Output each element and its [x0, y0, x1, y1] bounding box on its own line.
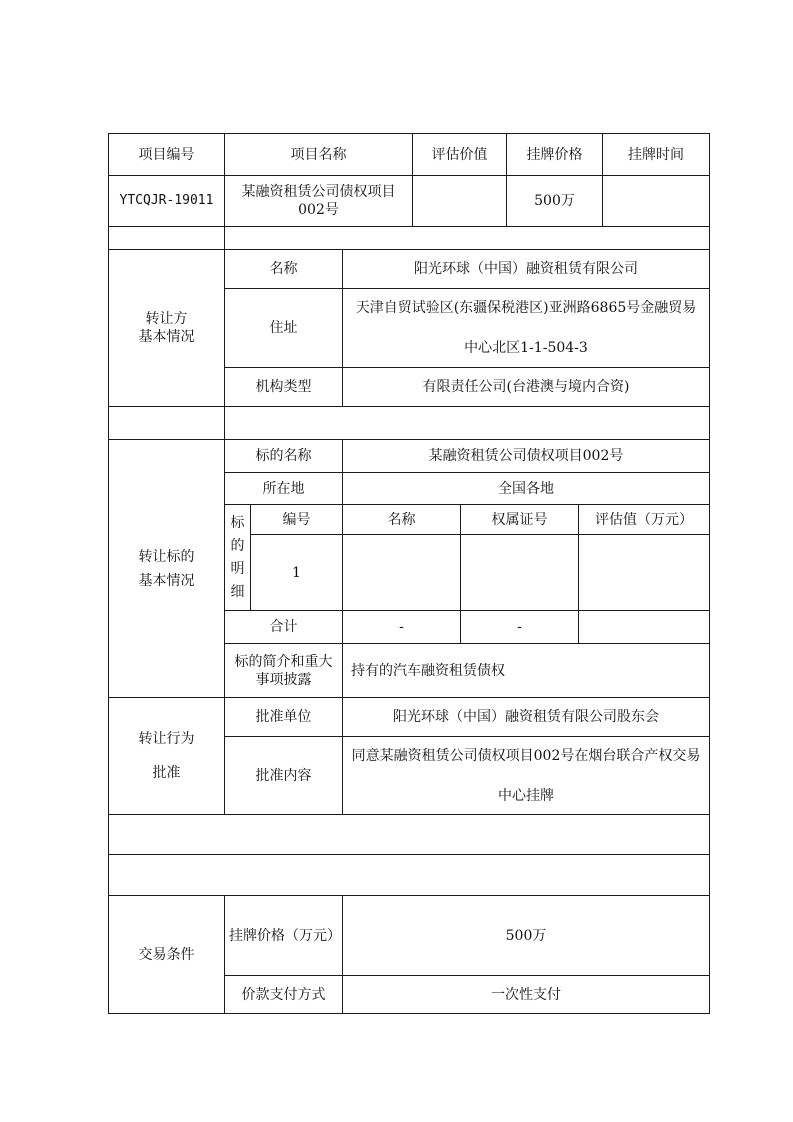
detail-col-value: 评估值（万元）	[595, 511, 693, 528]
detail-row-no: 1	[292, 564, 301, 581]
header-project-name: 项目名称	[290, 146, 347, 163]
project-list-time	[603, 176, 709, 226]
target-section-label: 转让标的 基本情况	[138, 548, 195, 589]
trade-payment-value: 一次性支付	[491, 986, 561, 1003]
rule	[108, 226, 710, 227]
target-name-value: 某融资租赁公司债权项目002号	[428, 448, 624, 464]
rule	[108, 406, 710, 407]
approval-content-label: 批准内容	[255, 767, 312, 784]
header-list-price: 挂牌价格	[526, 146, 583, 163]
detail-total-cert: -	[517, 619, 522, 635]
rule	[709, 133, 710, 1014]
transferor-name-value: 阳光环球（中国）融资租赁有限公司	[414, 261, 638, 277]
detail-col-name: 名称	[387, 511, 416, 528]
detail-col-no: 编号	[282, 511, 311, 528]
transferor-address-label: 住址	[269, 320, 298, 336]
target-location-label: 所在地	[262, 480, 305, 497]
rule	[108, 854, 710, 855]
transferor-org-type-value: 有限责任公司(台港澳与境内合资)	[422, 379, 630, 395]
target-location-value: 全国各地	[498, 480, 554, 497]
detail-total-label: 合计	[269, 619, 298, 635]
transferor-name-label: 名称	[269, 261, 298, 277]
trade-price-value: 500万	[505, 927, 547, 944]
target-summary-value: 持有的汽车融资租赁债权	[351, 662, 505, 679]
target-summary-label: 标的简介和重大事项披露	[234, 653, 333, 688]
detail-total-name: -	[399, 619, 404, 635]
project-no: YTCQJR-19011	[119, 193, 214, 208]
project-list-price: 500万	[534, 193, 575, 209]
transferor-address-value: 天津自贸试验区(东疆保税港区)亚洲路6865号金融贸易中心北区1-1-504-3	[355, 300, 697, 356]
approval-section-label: 转让行为 批准	[138, 731, 195, 781]
approval-unit-label: 批准单位	[255, 709, 312, 725]
approval-unit-value: 阳光环球（中国）融资租赁有限公司股东会	[393, 709, 659, 725]
header-project-no: 项目编号	[138, 146, 195, 163]
target-detail-label: 标的明细	[230, 514, 245, 600]
approval-content-value: 同意某融资租赁公司债权项目002号在烟台联合产权交易中心挂牌	[351, 747, 701, 804]
rule	[108, 1013, 710, 1014]
project-valuation	[413, 176, 506, 226]
detail-col-cert: 权属证号	[491, 511, 548, 528]
header-valuation: 评估价值	[431, 146, 488, 163]
trade-section-label: 交易条件	[138, 946, 195, 963]
target-name-label: 标的名称	[255, 448, 312, 464]
header-list-time: 挂牌时间	[628, 146, 684, 163]
trade-payment-label: 价款支付方式	[241, 986, 326, 1003]
project-name: 某融资租赁公司债权项目002号	[241, 184, 396, 218]
transferor-section-label: 转让方 基本情况	[138, 311, 195, 345]
trade-price-label: 挂牌价格（万元）	[229, 927, 341, 944]
transferor-org-type-label: 机构类型	[255, 379, 312, 395]
